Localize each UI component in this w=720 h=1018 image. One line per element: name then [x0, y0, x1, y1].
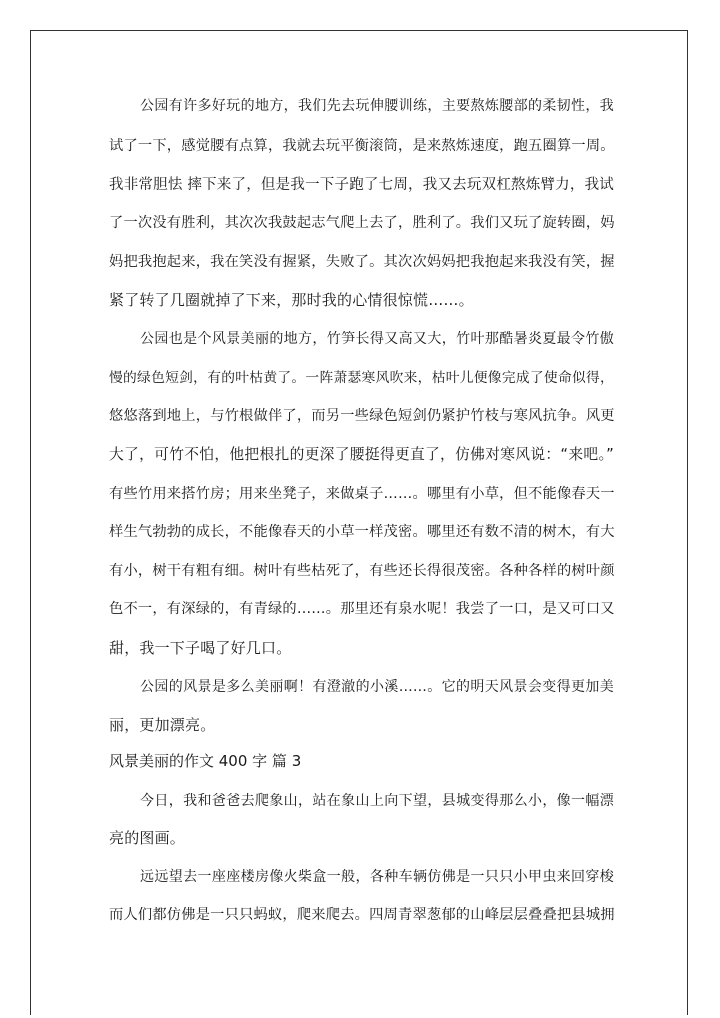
text-line: 色不一，有深绿的，有青绿的……。那里还有泉水呢！我尝了一口，是又可口又 [109, 601, 615, 617]
text-line: 丽，更加漂亮。 [109, 716, 216, 734]
text-line: 紧了转了几圈就掉了下来，那时我的心情很惊慌……。 [109, 291, 474, 309]
text-line: 我非常胆怯 摔下来了，但是我一下子跑了七周，我又去玩双杠熬炼臂力，我试 [109, 177, 614, 193]
text-line: 试了一下，感觉腰有点算，我就去玩平衡滚筒，是来熬炼速度，跑五圈算一周。 [109, 138, 615, 154]
text-line: 有些竹用来搭竹房；用来坐凳子，来做桌子……。哪里有小草，但不能像春天一 [109, 486, 615, 502]
text-line: 甜，我一下子喝了好几口。 [109, 639, 292, 657]
text-line: 有小，树干有粗有细。树叶有些枯死了，有些还长得很茂密。各种各样的树叶颜 [109, 563, 615, 579]
text-line: 公园有许多好玩的地方，我们先去玩伸腰训练，主要熬炼腰部的柔韧性，我 [140, 98, 614, 114]
section-heading: 风景美丽的作文 400 字 篇 3 [109, 752, 302, 770]
text-line: 慢的绿色短剑，有的叶枯黄了。一阵萧瑟寒风吹来，枯叶儿便像完成了使命似得， [109, 370, 614, 386]
text-line: 大了，可竹不怕，他把根扎的更深了腰挺得更直了，仿佛对寒风说：“来吧。” [109, 446, 614, 463]
text-line: 远远望去一座座楼房像火柴盒一般，各种车辆仿佛是一只只小甲虫来回穿梭 [140, 869, 614, 885]
text-line: 亮的图画。 [109, 829, 186, 847]
text-line: 公园也是个风景美丽的地方，竹笋长得又高又大，竹叶那酷暑炎夏最令竹傲 [140, 331, 614, 347]
text-line: 了一次没有胜利，其次次我鼓起志气爬上去了，胜利了。我们又玩了旋转圈，妈 [109, 215, 615, 231]
text-line: 样生气勃勃的成长，不能像春天的小草一样茂密。哪里还有数不清的树木，有大 [109, 524, 615, 540]
text-line: 公园的风景是多么美丽啊！有澄澈的小溪……。它的明天风景会变得更加美 [140, 679, 614, 695]
text-line: 今日，我和爸爸去爬象山，站在象山上向下望，县城变得那么小，像一幅漂 [140, 793, 614, 809]
text-line: 妈把我抱起来，我在笑没有握紧，失败了。其次次妈妈把我抱起来我没有笑，握 [109, 254, 615, 270]
text-line: 悠悠落到地上，与竹根做伴了，而另一些绿色短剑仍紧护竹枝与寒风抗争。风更 [109, 408, 615, 424]
text-line: 而人们都仿佛是一只只蚂蚁，爬来爬去。四周青翠葱郁的山峰层层叠叠把县城拥 [109, 907, 615, 923]
